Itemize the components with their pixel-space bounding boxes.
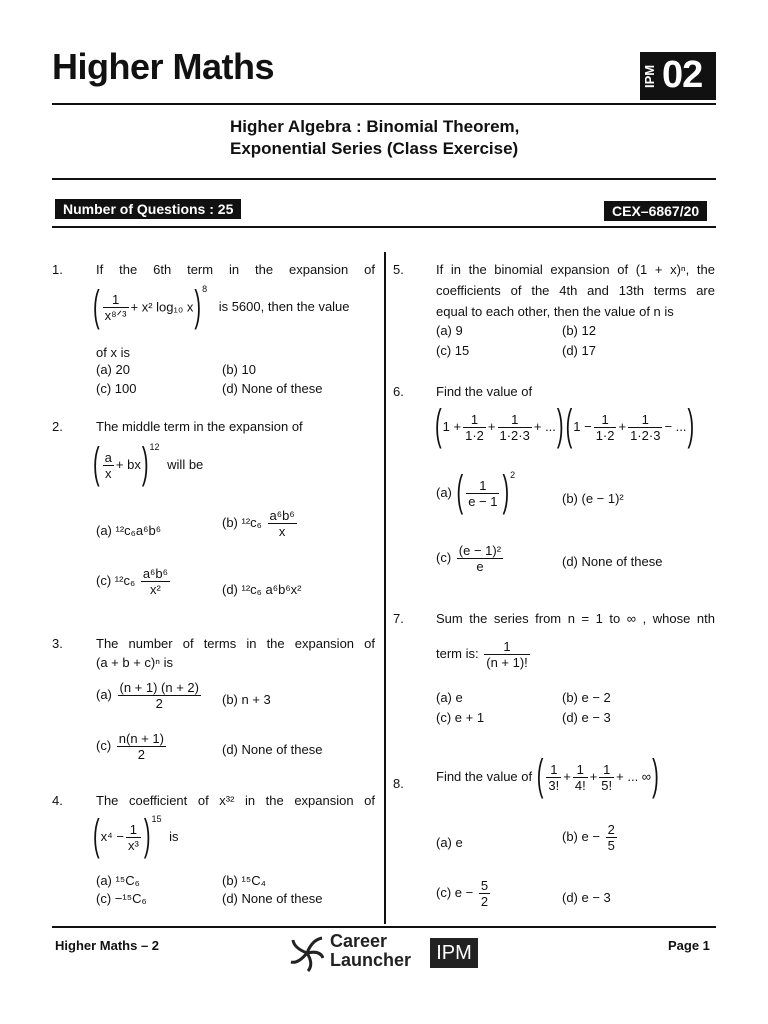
subtitle-line-2: Exponential Series (Class Exercise) bbox=[230, 139, 519, 158]
logo-wordmark: Career Launcher bbox=[330, 931, 412, 970]
option-a: (a) e bbox=[436, 835, 463, 850]
option-d: (d) None of these bbox=[222, 742, 323, 757]
career-launcher-logo bbox=[290, 931, 480, 974]
subtitle-rule bbox=[52, 178, 716, 180]
question-text: Find the value of bbox=[436, 384, 533, 399]
page-number: Page 1 bbox=[668, 938, 710, 953]
question-text: If in the binomial expansion of (1 + x)ⁿ, the bbox=[436, 262, 715, 277]
subtitle-line-1: Higher Algebra : Binomial Theorem, bbox=[230, 117, 520, 136]
option-c: (c) e + 1 bbox=[436, 710, 485, 725]
option-a: (a) ¹²c₆a⁶b⁶ bbox=[96, 523, 162, 538]
option-b: (b) 12 bbox=[562, 323, 596, 338]
option-d: (d) e − 3 bbox=[562, 710, 611, 725]
question-number: 3. bbox=[52, 636, 63, 651]
question-text: The middle term in the expansion of bbox=[96, 419, 303, 434]
option-c: (c) ¹²c₆ $\frac{\text{a⁶b⁶}}{\text{x²}}$ bbox=[96, 566, 168, 597]
option-b: (b) 10 bbox=[222, 362, 256, 377]
option-d: (d) None of these bbox=[562, 554, 663, 569]
footer-module-label: Higher Maths – 2 bbox=[55, 938, 160, 953]
question-expression: (x⁴ − $\frac{1}{\text{x³}}$ )$^{15}$ is bbox=[93, 812, 179, 861]
option-c: (c) 15 bbox=[436, 343, 470, 358]
question-expression: (1 + $\frac{1}{1\cdot 2}$ + $\frac{1}{1\cdot 2\cdot 3}$ + ...) (1 − $\frac{1}{1\cdot 2}$ + $\frac{1}{1\cdot 2\cdot 3}$ − ...) bbox=[435, 402, 695, 451]
option-b: (b) e − 2 bbox=[562, 690, 611, 705]
footer-rule bbox=[52, 926, 716, 928]
module-code-prefix: IPM bbox=[642, 64, 657, 88]
question-text: The number of terms in the expansion of bbox=[96, 636, 375, 651]
question-text: The coefficient of x³² in the expansion of bbox=[96, 793, 375, 808]
option-d: (d) e − 3 bbox=[562, 890, 611, 905]
module-code-badge bbox=[640, 52, 716, 100]
option-a: (a) 9 bbox=[436, 323, 463, 338]
option-b: (b) ¹⁵C₄ bbox=[222, 873, 266, 888]
logo-ipm-badge: IPM bbox=[430, 938, 478, 968]
question-expression: ( $\frac{a}{x}$ + bx)$^{12}$ will be bbox=[93, 440, 204, 489]
option-d: (d) 17 bbox=[562, 343, 596, 358]
page-title: Higher Maths bbox=[52, 46, 275, 87]
option-a: (a) ( $\frac{1}{e - 1}$ )$^2$ bbox=[436, 468, 516, 517]
question-text: coefficients of the 4th and 13th terms are bbox=[436, 283, 715, 298]
option-c: (c) $\frac{n(n + 1)}{2}$ bbox=[96, 731, 164, 762]
question-text: Sum the series from n = 1 to ∞ , whose nth bbox=[436, 611, 715, 626]
question-text: (a + b + c)ⁿ is bbox=[96, 655, 173, 670]
option-b: (b) e − $\frac{2}{5}$ bbox=[562, 822, 615, 853]
question-number: 8. bbox=[393, 776, 404, 791]
question-text: of x is bbox=[96, 345, 130, 360]
launcher-swirl-icon bbox=[290, 934, 324, 972]
header-rule bbox=[52, 103, 716, 105]
question-text: equal to each other, then the value of n is bbox=[436, 304, 674, 319]
question-number: 4. bbox=[52, 793, 63, 808]
column-divider bbox=[384, 252, 386, 924]
option-c: (c) 100 bbox=[96, 381, 137, 396]
module-code-number: 02 bbox=[662, 54, 703, 96]
option-a: (a) e bbox=[436, 690, 463, 705]
option-d: (d) ¹²c₆ a⁶b⁶x² bbox=[222, 582, 302, 597]
option-a: (a) 20 bbox=[96, 362, 130, 377]
question-number: 6. bbox=[393, 384, 404, 399]
option-c: (c) $\frac{\text{(e − 1)²}}{e}$ bbox=[436, 543, 502, 574]
option-a: (a) ¹⁵C₆ bbox=[96, 873, 140, 888]
question-number: 5. bbox=[393, 262, 404, 277]
page-subtitle bbox=[230, 116, 519, 160]
option-d: (d) None of these bbox=[222, 381, 323, 396]
option-b: (b) n + 3 bbox=[222, 692, 271, 707]
question-number: 1. bbox=[52, 262, 63, 277]
option-b: (b) (e − 1)² bbox=[562, 491, 624, 506]
option-a: (a) $\frac{(n + 1) (n + 2)}{2}$ bbox=[96, 680, 199, 711]
option-c: (c) −¹⁵C₆ bbox=[96, 891, 147, 906]
question-expression: Find the value of ( $\frac{1}{3!}$ + $\frac{1}{4!}$ + $\frac{1}{5!}$ + ... ∞) bbox=[436, 752, 659, 801]
question-text: If the 6th term in the expansion of bbox=[96, 262, 375, 277]
option-d: (d) None of these bbox=[222, 891, 323, 906]
question-expression: term is: $\frac{1}{(n + 1)!}$ bbox=[436, 639, 528, 670]
number-of-questions-badge: Number of Questions : 25 bbox=[55, 199, 241, 219]
option-b: (b) ¹²c₆ $\frac{\text{a⁶b⁶}}{x}$ bbox=[222, 508, 295, 539]
question-expression: ( $\frac{1}{\text{x⁸ᐟ³}}$ + x² log₁₀ x)$^8$ is 5600, then the value bbox=[93, 282, 350, 332]
exercise-code-badge: CEX–6867/20 bbox=[604, 201, 707, 221]
question-number: 2. bbox=[52, 419, 63, 434]
section-rule bbox=[52, 226, 716, 228]
option-c: (c) e − $\frac{5}{2}$ bbox=[436, 878, 489, 909]
question-number: 7. bbox=[393, 611, 404, 626]
